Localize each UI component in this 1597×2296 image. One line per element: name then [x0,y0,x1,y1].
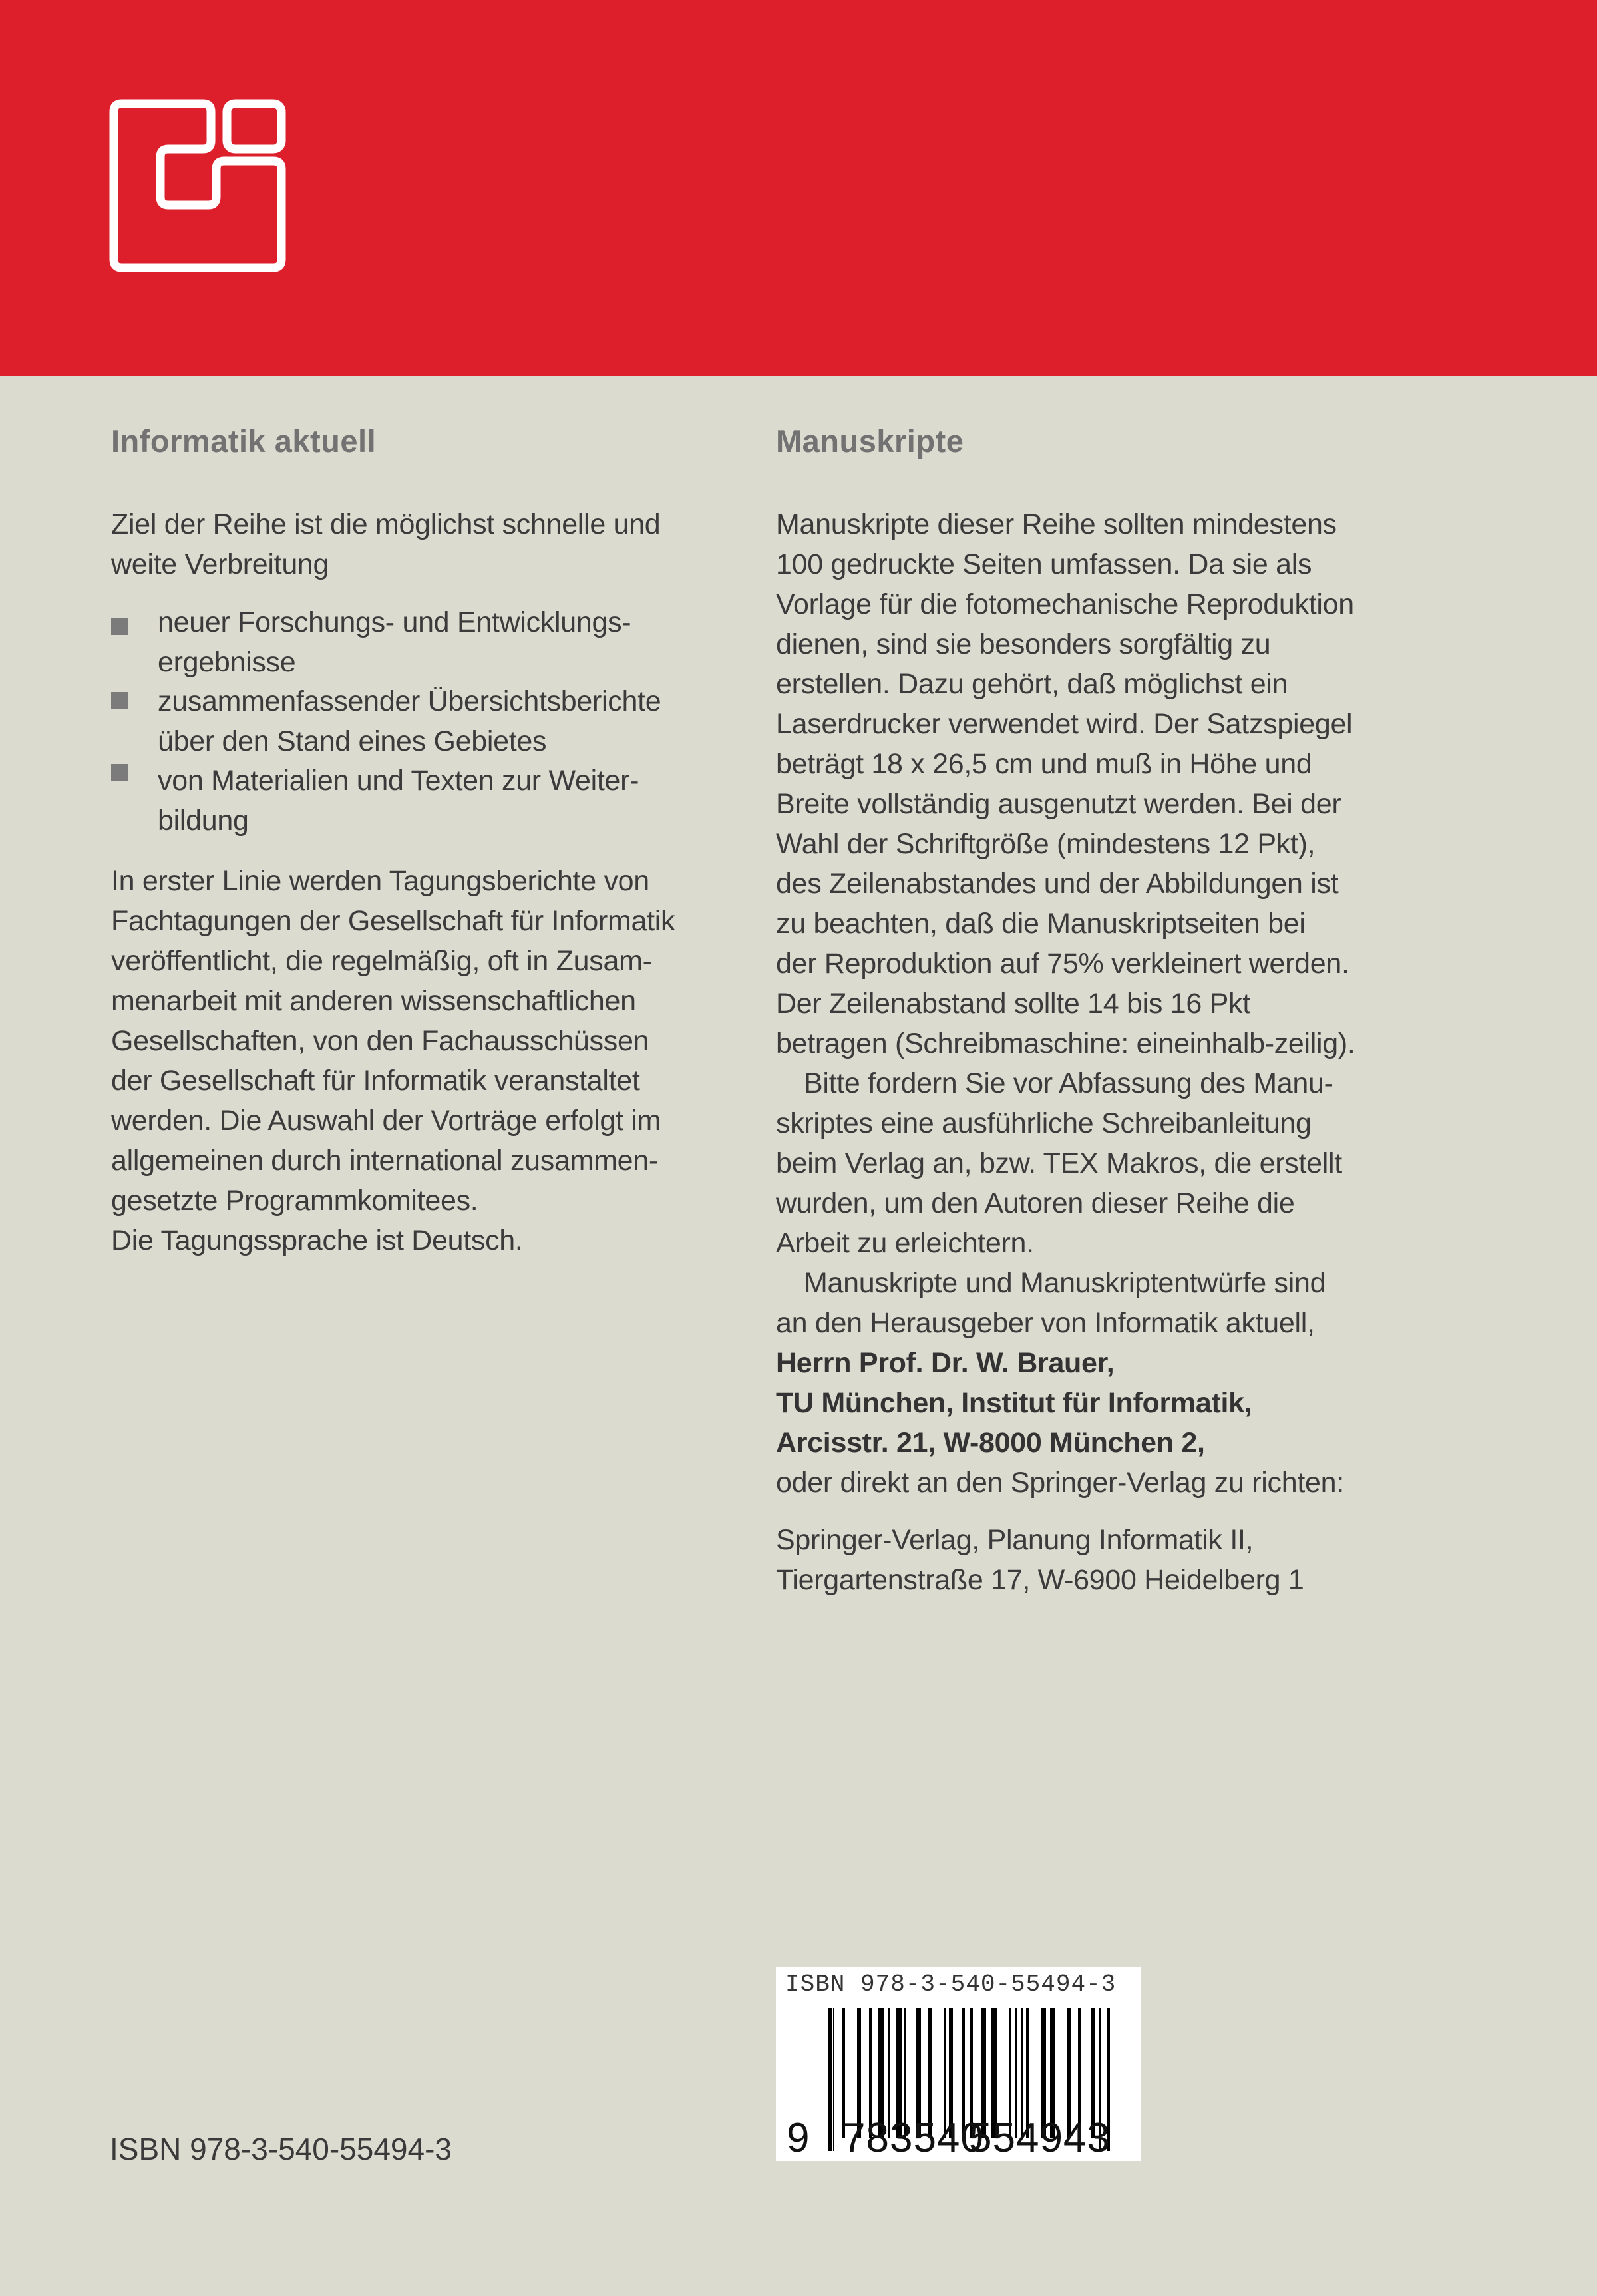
text-line: Herrn Prof. Dr. W. Brauer, [776,1347,1115,1379]
bullet-icon [111,618,128,635]
barcode-digits-left: 783540 [842,2115,984,2161]
text-line: Arcisstr. 21, W-8000 München 2, [776,1427,1205,1459]
text-line: Laserdrucker verwendet wird. Der Satzspiegel [776,708,1353,740]
text-line: bildung [158,805,249,837]
barcode-digit-first: 9 [787,2115,810,2161]
text-line: skriptes eine ausführliche Schreibanleitung [776,1107,1312,1139]
text-line: zusammenfassender Übersichtsberichte [158,685,661,717]
text-line: beim Verlag an, bzw. TEX Makros, die erstellt [776,1147,1342,1179]
text-line: gesetzte Programmkomitees. [111,1185,478,1217]
text-line: Ziel der Reihe ist die möglichst schnelle und [111,508,661,540]
text-line: Manuskripte dieser Reihe sollten mindestens [776,508,1337,540]
text-line: zu beachten, daß die Manuskriptseiten bei [776,908,1306,940]
text-line: des Zeilenabstandes und der Abbildungen ist [776,868,1339,900]
bullet-item [158,681,661,761]
text-line: Arbeit zu erleichtern. [776,1227,1034,1259]
text-line: der Reproduktion auf 75% verkleinert werden. [776,948,1349,980]
text-line: Gesellschaften, von den Fachausschüssen [111,1025,649,1057]
text-line: allgemeinen durch international zusammen- [111,1145,658,1177]
barcode-bar [833,2008,834,2151]
text-line: In erster Linie werden Tagungsberichte von [111,865,649,897]
text-line: weite Verbreitung [111,548,329,580]
text-line: Vorlage für die fotomechanische Reproduktion [776,588,1354,620]
manuscript-instructions [776,504,1355,1503]
series-description [111,861,675,1260]
isbn-text: ISBN 978-3-540-55494-3 [110,2132,452,2166]
gi-logo-icon [108,97,288,274]
text-line: ergebnisse [158,646,296,678]
text-line: neuer Forschungs- und Entwicklungs- [158,606,631,638]
text-line: Die Tagungssprache ist Deutsch. [111,1225,523,1256]
text-line: dienen, sind sie besonders sorgfältig zu [776,628,1271,660]
intro-text [111,504,660,584]
manuscripts-heading: Manuskripte [776,423,964,459]
bullet-item [158,602,631,682]
text-line: Der Zeilenabstand sollte 14 bis 16 Pkt [776,988,1250,1020]
text-line: menarbeit mit anderen wissenschaftlichen [111,985,636,1017]
barcode-bar [828,2008,832,2151]
text-line: erstellen. Dazu gehört, daß möglichst ein [776,668,1288,700]
barcode-digits-right: 554943 [969,2115,1111,2161]
text-line: Breite vollständig ausgenutzt werden. Bei der [776,788,1341,820]
series-heading: Informatik aktuell [111,423,377,459]
text-line: an den Herausgeber von Informatik aktuell, [776,1307,1315,1339]
isbn-barcode [776,1967,1141,2161]
text-line: betragen (Schreibmaschine: eineinhalb-zeilig). [776,1028,1355,1059]
red-header-band [0,0,1597,376]
text-line: wurden, um den Autoren dieser Reihe die [776,1187,1295,1219]
text-line: TU München, Institut für Informatik, [776,1387,1252,1419]
text-line: oder direkt an den Springer-Verlag zu richten: [776,1467,1344,1499]
publisher-address [776,1520,1304,1600]
text-line: über den Stand eines Gebietes [158,725,547,757]
bullet-icon [111,692,128,709]
text-line: Bitte fordern Sie vor Abfassung des Manu- [804,1067,1333,1099]
text-line: veröffentlicht, die regelmäßig, oft in Zusam- [111,945,652,977]
text-line: Manuskripte und Manuskriptentwürfe sind [804,1267,1326,1299]
text-line: beträgt 18 x 26,5 cm und muß in Höhe und [776,748,1312,780]
text-line: Fachtagungen der Gesellschaft für Informatik [111,905,675,937]
text-line: 100 gedruckte Seiten umfassen. Da sie als [776,548,1312,580]
text-line: der Gesellschaft für Informatik veranstaltet [111,1065,640,1097]
bullet-icon [111,764,128,781]
barcode-isbn-label: ISBN 978-3-540-55494-3 [785,1971,1117,1998]
text-line: werden. Die Auswahl der Vorträge erfolgt im [111,1105,661,1137]
text-line: Tiergartenstraße 17, W-6900 Heidelberg 1 [776,1564,1304,1596]
bullet-item [158,761,639,841]
text-line: Wahl der Schriftgröße (mindestens 12 Pkt), [776,828,1316,860]
text-line: von Materialien und Texten zur Weiter- [158,765,639,797]
text-line: Springer-Verlag, Planung Informatik II, [776,1524,1254,1556]
